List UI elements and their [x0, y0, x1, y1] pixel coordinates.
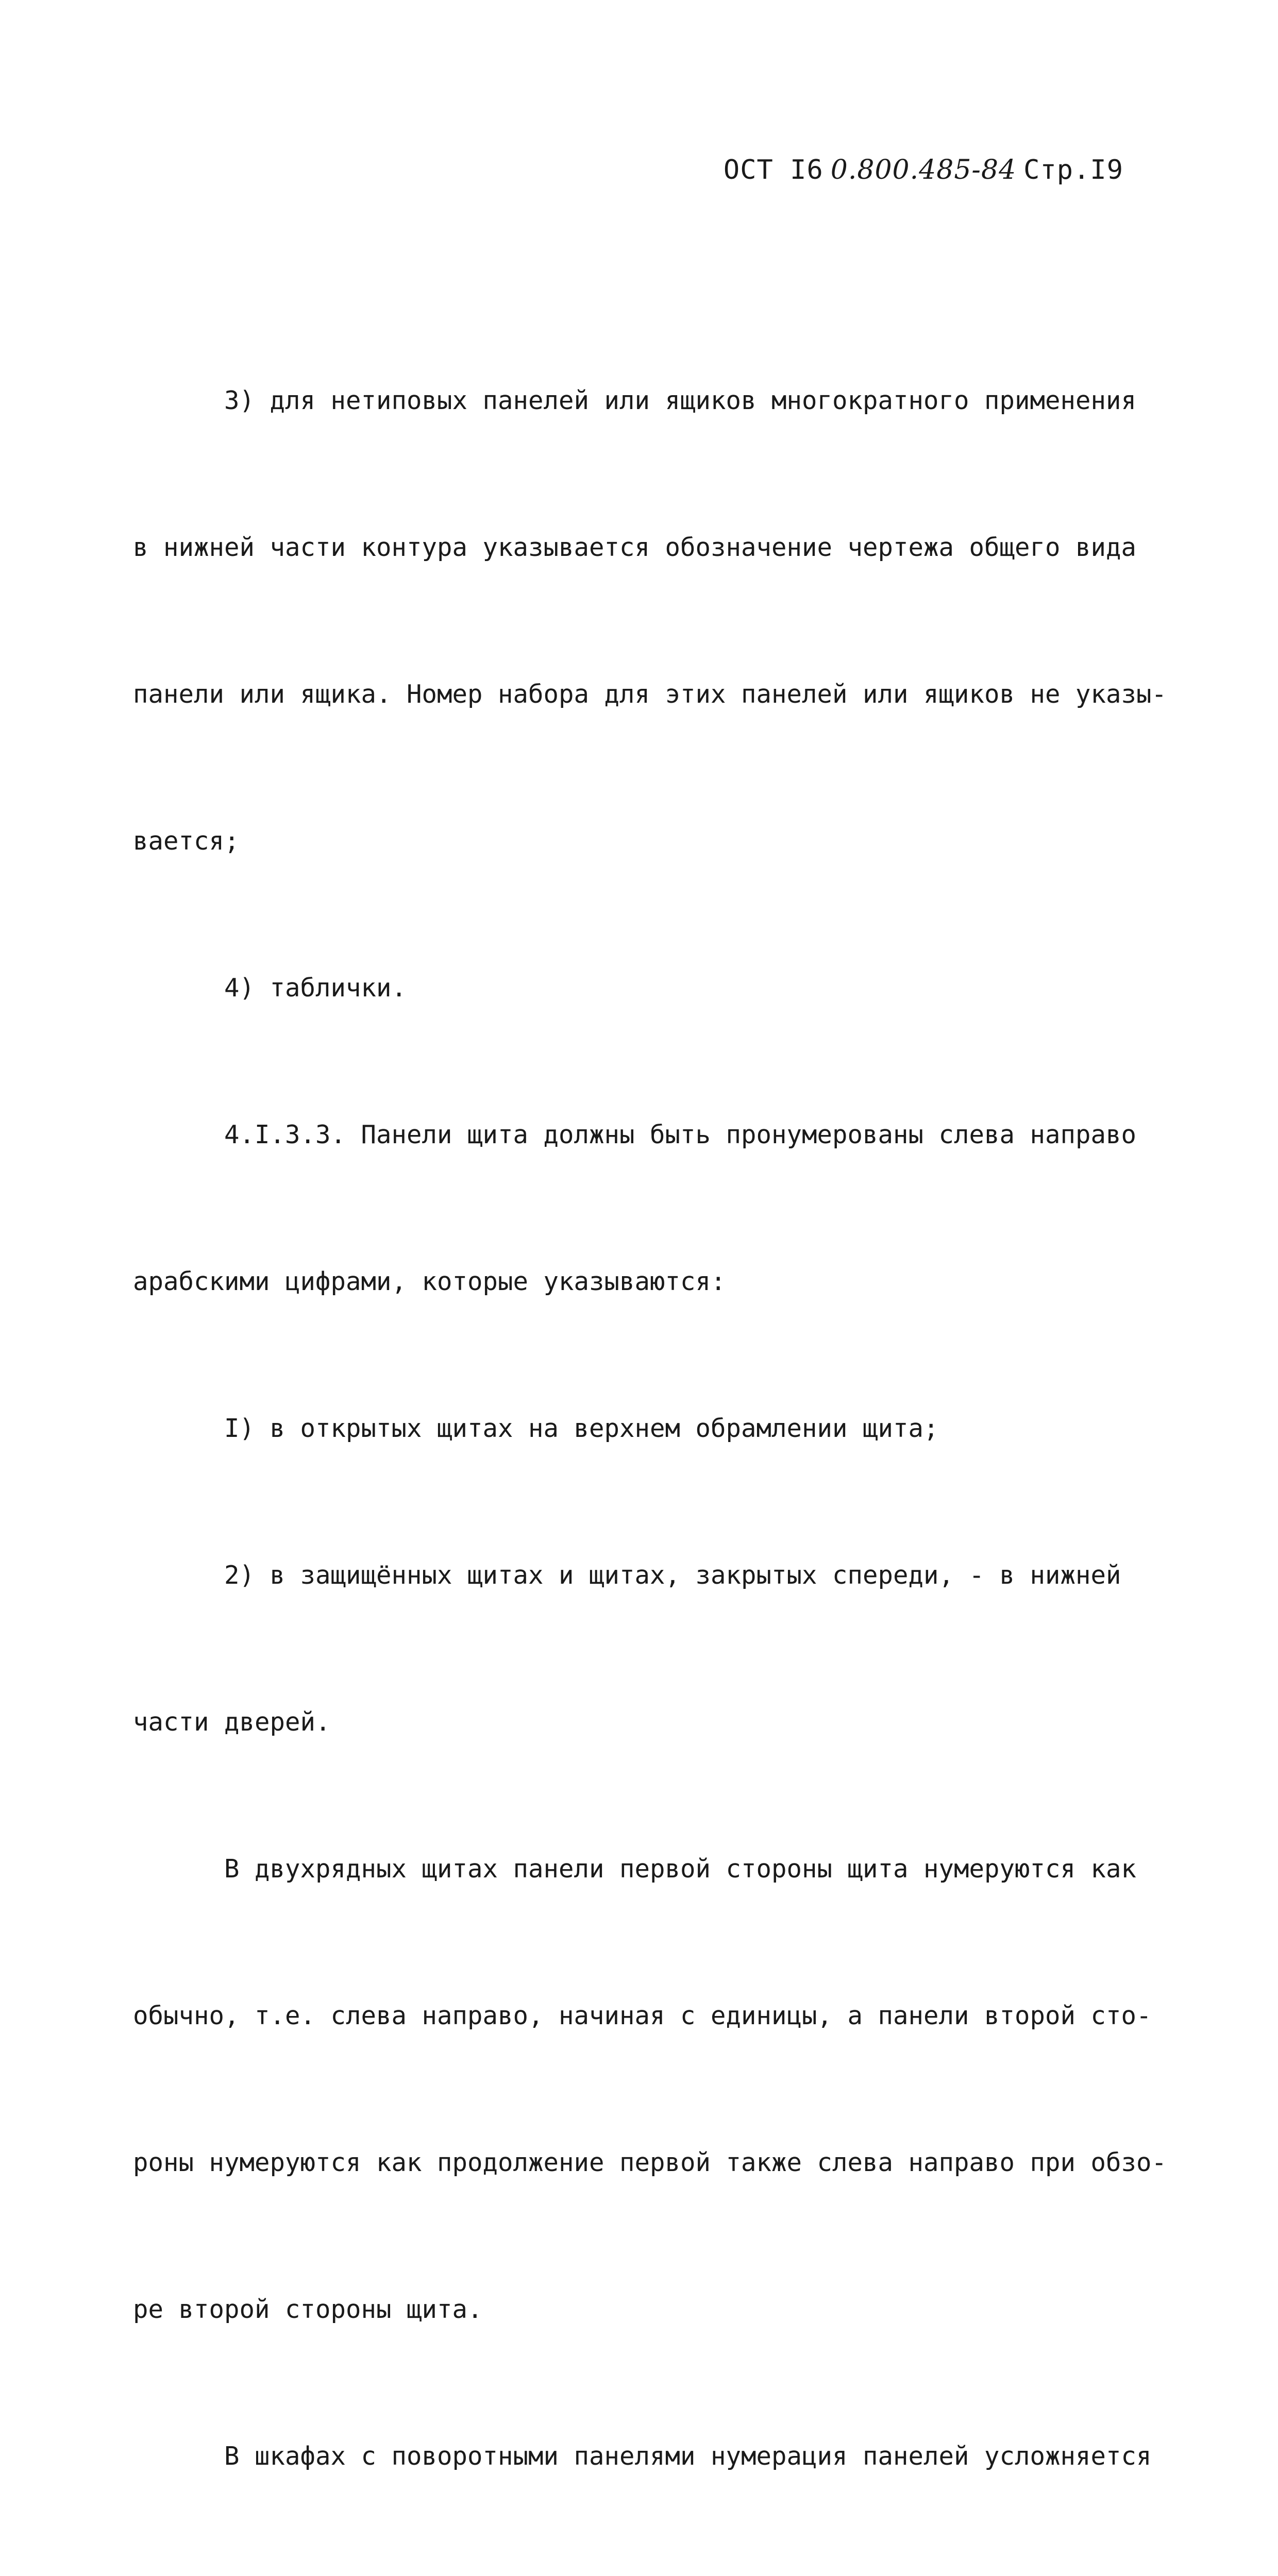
- text-line: 4.I.3.3. Панели щита должны быть пронумерованы слева направо: [133, 1120, 1137, 1149]
- handwritten-designation: 0.800.485-84: [830, 155, 1017, 185]
- text-line: I) в открытых щитах на верхнем обрамлении щита;: [133, 1414, 939, 1443]
- standard-prefix: ОСТ I6: [723, 155, 823, 185]
- text-line: панели или ящика. Номер набора для этих панелей или ящиков не указы-: [133, 680, 1167, 709]
- text-line: роны нумеруются как продолжение первой также слева направо при обзо-: [133, 2148, 1167, 2177]
- body-text: [133, 278, 1167, 2576]
- text-line: вается;: [133, 826, 240, 856]
- text-line: В шкафах с поворотными панелями нумерация панелей усложняется: [133, 2442, 1152, 2471]
- text-line: ре второй стороны щита.: [133, 2295, 483, 2324]
- text-line: в нижней части контура указывается обозначение чертежа общего вида: [133, 533, 1137, 562]
- page-header: [724, 155, 1123, 185]
- text-line: обычно, т.е. слева направо, начиная с единицы, а панели второй сто-: [133, 2001, 1152, 2030]
- text-line: 3) для нетиповых панелей или ящиков многократного применения: [133, 386, 1137, 415]
- text-line: 4) таблички.: [133, 973, 407, 1003]
- text-line: части дверей.: [133, 1707, 331, 1737]
- text-line: 2) в защищённых щитах и щитах, закрытых спереди, - в нижней: [133, 1561, 1121, 1590]
- text-line: В двухрядных щитах панели первой стороны щита нумеруются как: [133, 1854, 1137, 1884]
- text-line: арабскими цифрами, которые указываются:: [133, 1267, 726, 1296]
- page-number: Стр.I9: [1023, 155, 1123, 185]
